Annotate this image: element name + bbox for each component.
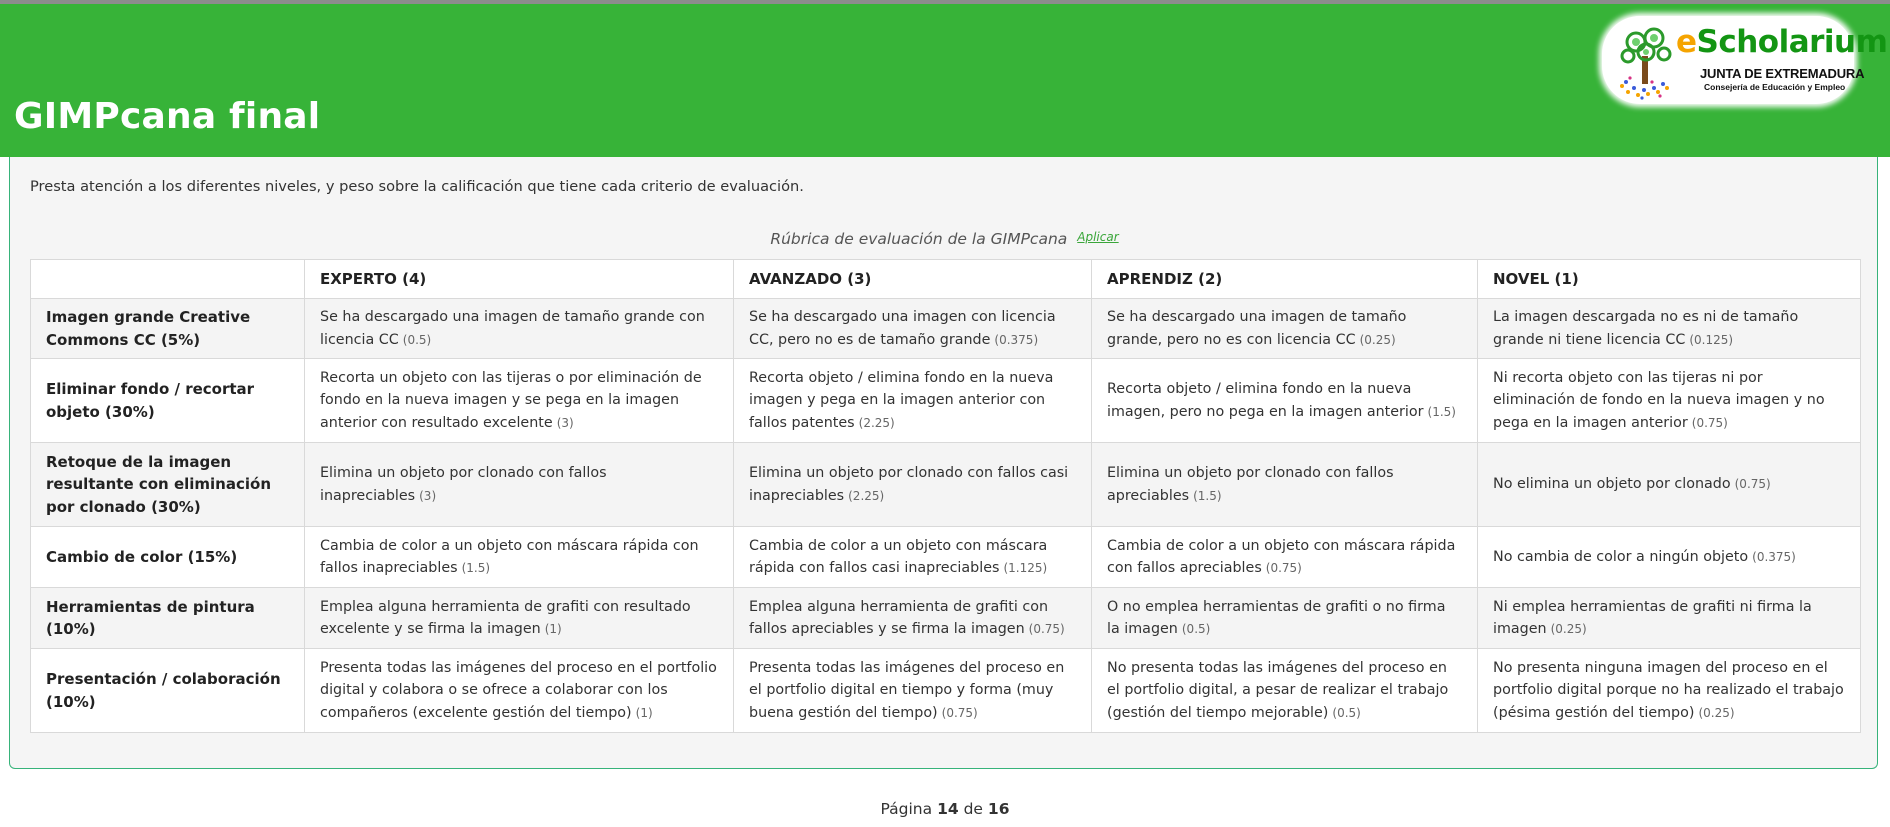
rubric-cell (734, 359, 1092, 443)
cell-text: La imagen descargada no es ni de tamaño grande ni tiene licencia CC (1493, 309, 1799, 348)
page-title: GIMPcana final (14, 96, 321, 137)
apply-link[interactable]: Aplicar (1077, 230, 1119, 244)
cell-text: Se ha descargado una imagen con licencia CC, pero no es de tamaño grande (749, 309, 1056, 348)
criterion-label: Eliminar fondo / recortar objeto (30%) (31, 359, 305, 443)
cell-score: (1.5) (461, 561, 491, 575)
rubric-header-row (31, 260, 1861, 299)
rubric-cell (305, 649, 734, 733)
rubric-row (31, 649, 1861, 733)
rubric-cell (305, 299, 734, 359)
level-header: NOVEL (1) (1478, 260, 1861, 299)
cell-text: Se ha descargado una imagen de tamaño grande, pero no es con licencia CC (1107, 309, 1407, 348)
cell-text: Recorta un objeto con las tijeras o por eliminación de fondo en la nueva imagen y se pega en la imagen anterior con resultado excelente (320, 369, 702, 431)
content-panel (9, 157, 1878, 769)
cell-score: (1.5) (1193, 488, 1222, 503)
cell-text: Cambia de color a un objeto con máscara rápida con fallos apreciables (1107, 537, 1456, 576)
cell-score: (0.375) (1752, 549, 1796, 564)
cell-text: Emplea alguna herramienta de grafiti con resultado excelente y se firma la imagen (320, 598, 691, 637)
rubric-row (31, 443, 1861, 527)
cell-text: Presenta todas las imágenes del proceso en el portfolio digital en tiempo y forma (muy buena gestión del tiempo) (749, 659, 1065, 721)
cell-text: Emplea alguna herramienta de grafiti con fallos apreciables y se firma la imagen (749, 598, 1049, 637)
logo-tree-icon (1612, 22, 1682, 100)
criterion-label: Cambio de color (15%) (31, 527, 305, 588)
rubric-cell (1092, 299, 1478, 359)
rubric-cell (734, 649, 1092, 733)
rubric-cell (1478, 359, 1861, 443)
criterion-label: Imagen grande Creative Commons CC (5%) (31, 299, 305, 359)
rubric-row (31, 359, 1861, 443)
cell-score: (3) (556, 415, 574, 430)
cell-score: (1.125) (1003, 561, 1048, 575)
criterion-label: Herramientas de pintura (10%) (31, 588, 305, 649)
level-header: EXPERTO (4) (305, 260, 734, 299)
cell-score: (1) (635, 705, 653, 720)
cell-text: Elimina un objeto por clonado con fallos apreciables (1107, 465, 1394, 504)
cell-score: (0.75) (941, 705, 978, 720)
rubric-caption (10, 230, 1879, 248)
rubric-cell (734, 299, 1092, 359)
criterion-label: Retoque de la imagen resultante con eliminación por clonado (30%) (31, 443, 305, 527)
rubric-cell (1478, 649, 1861, 733)
cell-score: (0.75) (1265, 561, 1302, 575)
rubric-cell (305, 527, 734, 588)
cell-text: Ni recorta objeto con las tijeras ni por eliminación de fondo en la nueva imagen y no pega en la imagen anterior (1493, 369, 1825, 431)
rubric-cell (1092, 588, 1478, 649)
page-header (0, 4, 1890, 157)
rubric-cell (1092, 359, 1478, 443)
cell-score: (0.125) (1689, 332, 1734, 347)
cell-text: Recorta objeto / elimina fondo en la nueva imagen, pero no pega en la imagen anterior (1107, 381, 1424, 420)
cell-text: Cambia de color a un objeto con máscara rápida con fallos inapreciables (320, 537, 699, 576)
cell-score: (0.5) (1332, 705, 1361, 720)
rubric-cell (734, 443, 1092, 527)
cell-text: O no emplea herramientas de grafiti o no firma la imagen (1107, 598, 1446, 637)
rubric-cell (305, 359, 734, 443)
pager-prefix: Página (880, 800, 933, 818)
rubric-cell (305, 443, 734, 527)
cell-score: (2.25) (848, 488, 885, 503)
cell-score: (0.25) (1359, 332, 1396, 347)
cell-text: Cambia de color a un objeto con máscara rápida con fallos casi inapreciables (749, 537, 1048, 576)
pager-of: de (963, 800, 983, 818)
level-header: AVANZADO (3) (734, 260, 1092, 299)
cell-text: No presenta todas las imágenes del proceso en el portfolio digital, a pesar de realizar el trabajo (gestión del tiempo mejorable) (1107, 659, 1449, 721)
rubric-cell (1478, 299, 1861, 359)
intro-text: Presta atención a los diferentes niveles, y peso sobre la calificación que tiene cada criterio de evaluación. (30, 178, 804, 195)
rubric-cell (305, 588, 734, 649)
rubric-cell (1092, 443, 1478, 527)
cell-text: Recorta objeto / elimina fondo en la nueva imagen y pega en la imagen anterior con fallos patentes (749, 369, 1054, 431)
cell-text: Ni emplea herramientas de grafiti ni firma la imagen (1493, 598, 1812, 637)
rubric-caption-text: Rúbrica de evaluación de la GIMPcana (770, 230, 1068, 248)
escholarium-logo (1602, 16, 1888, 104)
cell-score: (2.25) (858, 415, 895, 430)
cell-score: (1) (544, 622, 562, 636)
level-header: APRENDIZ (2) (1092, 260, 1478, 299)
cell-text: No presenta ninguna imagen del proceso en el portfolio digital porque no ha realizado el trabajo (pésima gestión del tiempo) (1493, 659, 1844, 721)
rubric-row (31, 527, 1861, 588)
rubric-cell (1092, 527, 1478, 588)
cell-score: (0.5) (402, 332, 432, 347)
rubric-cell (734, 588, 1092, 649)
cell-text: Se ha descargado una imagen de tamaño grande con licencia CC (320, 309, 705, 348)
rubric-cell (1092, 649, 1478, 733)
cell-score: (3) (419, 488, 437, 503)
rubric-cell (734, 527, 1092, 588)
pager-current: 14 (937, 800, 959, 818)
cell-text: Elimina un objeto por clonado con fallos inapreciables (320, 465, 607, 504)
rubric-table (30, 259, 1861, 733)
cell-score: (0.25) (1698, 705, 1735, 720)
cell-score: (0.25) (1550, 622, 1587, 636)
rubric-row (31, 299, 1861, 359)
logo-wordmark: eScholarium (1676, 24, 1888, 60)
logo-consejeria-text: Consejería de Educación y Empleo (1704, 82, 1846, 92)
rubric-cell (1478, 588, 1861, 649)
pager-total: 16 (987, 800, 1010, 818)
cell-score: (0.75) (1734, 477, 1771, 492)
cell-score: (0.75) (1691, 415, 1728, 430)
cell-score: (0.5) (1181, 622, 1211, 636)
header-corner-cell (31, 260, 305, 299)
rubric-cell (1478, 527, 1861, 588)
criterion-label: Presentación / colaboración (10%) (31, 649, 305, 733)
cell-text: No cambia de color a ningún objeto (1493, 548, 1749, 565)
cell-text: Elimina un objeto por clonado con fallos casi inapreciables (749, 465, 1069, 504)
rubric-row (31, 588, 1861, 649)
cell-text: Presenta todas las imágenes del proceso en el portfolio digital y colabora o se ofrece a colaborar con los compañeros (excelente gestión del tiempo) (320, 659, 717, 721)
page-indicator (0, 800, 1890, 818)
logo-junta-text: JUNTA DE EXTREMADURA (1700, 66, 1865, 81)
cell-score: (0.375) (994, 332, 1039, 347)
rubric-cell (1478, 443, 1861, 527)
cell-text: No elimina un objeto por clonado (1493, 476, 1731, 493)
cell-score: (1.5) (1427, 404, 1456, 419)
cell-score: (0.75) (1028, 622, 1065, 636)
